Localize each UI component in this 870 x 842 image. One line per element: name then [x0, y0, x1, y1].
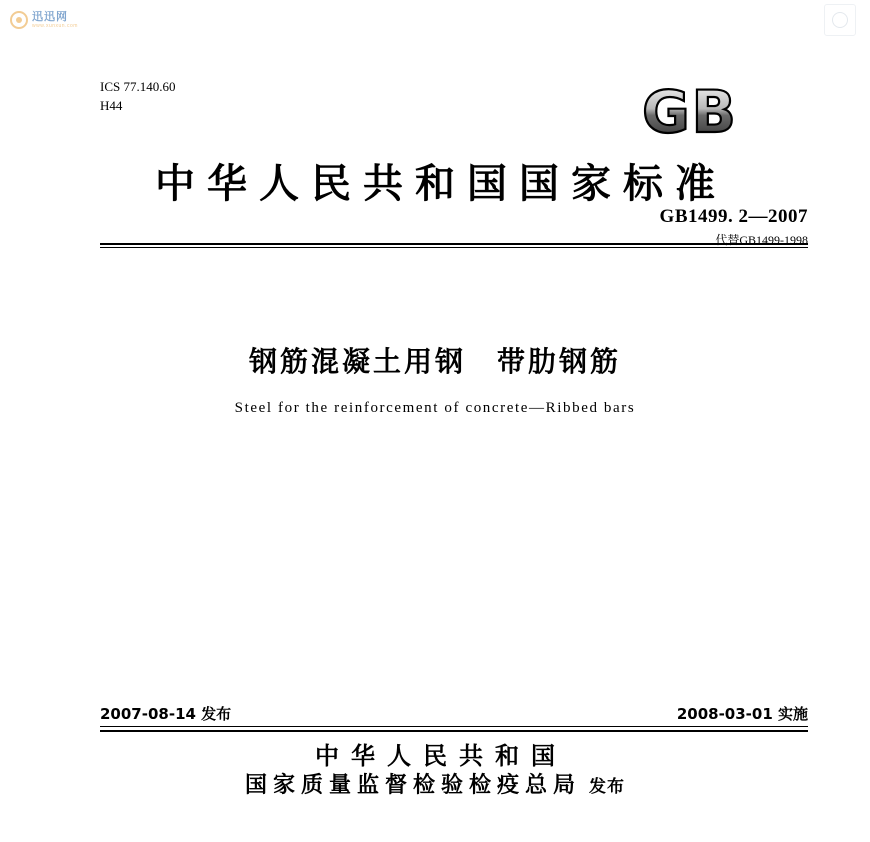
site-watermark — [10, 6, 115, 34]
corner-stamp-icon — [824, 4, 856, 36]
divider-top-thin — [100, 247, 808, 248]
standard-replaces: 代替GB1499-1998 — [715, 233, 808, 247]
publish-label: 发布 — [589, 777, 625, 797]
ics-code: ICS 77.140.60 — [100, 79, 176, 94]
standard-number-block — [660, 206, 808, 248]
ccs-code: H44 — [100, 97, 123, 113]
issue-date: 2007-08-14 发布 — [100, 705, 232, 723]
document-title-cn: 钢筋混凝土用钢 带肋钢筋 — [248, 345, 621, 378]
divider-bottom-thin — [100, 726, 808, 727]
watermark-logo-icon — [10, 11, 28, 29]
national-standard-title: 中华人民共和国国家标准 — [155, 161, 727, 207]
issuer-authority-name: 国家质量监督检验检疫总局 — [244, 773, 581, 798]
issuer-country: 中华人民共和国 — [315, 742, 567, 770]
gb-logo-icon — [600, 80, 780, 142]
watermark-main-text: 迅迅网 — [32, 10, 68, 23]
divider-top-thick — [100, 243, 808, 245]
issuer-authority — [0, 768, 870, 799]
watermark-sub-text: www.xunxun.com — [32, 23, 78, 29]
effective-date: 2008-03-01 实施 — [676, 705, 808, 723]
document-title-en: Steel for the reinforcement of concrete—Ribbed bars — [234, 400, 636, 416]
svg-text:GB: GB — [642, 80, 738, 142]
standard-number: GB1499. 2—2007 — [659, 206, 808, 227]
ics-classification-block — [100, 78, 175, 116]
divider-bottom-thick — [100, 730, 808, 732]
watermark-text — [32, 11, 78, 29]
